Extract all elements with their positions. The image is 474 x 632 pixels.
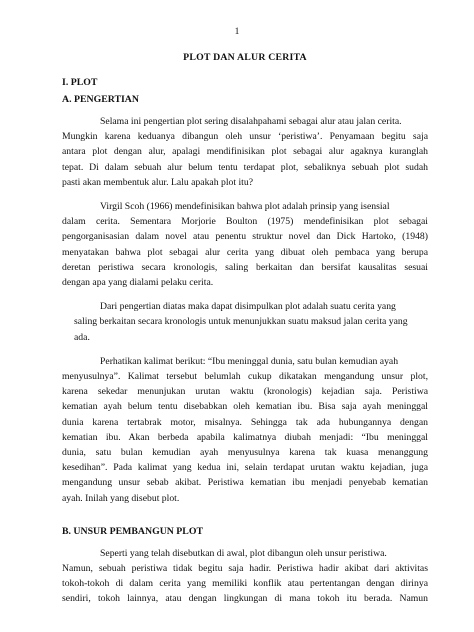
paragraph-line: Selama ini pengertian plot sering disalahpahami sebagai alur atau jalan cerita. [100,116,402,127]
paragraph-line: tokoh-tokoh di dalam cerita yang memiliki konflik atau pertentangan dengan dirinya [62,578,428,590]
section-heading-plot: I. PLOT [62,77,98,88]
paragraph-2 [62,199,428,290]
paragraph-3 [62,299,428,345]
paragraph-line: ada. [74,331,90,343]
paragraph-line: kematian ayah belum tentu disebabkan oleh kematian ibu. Bisa saja ayah meninggal [62,401,428,413]
paragraph-line: pasti akan membentuk alur. Lalu apakah plot itu? [62,176,254,188]
paragraph-line: Perhatikan kalimat berikut: “Ibu meninggal dunia, satu bulan kemudian ayah [100,355,399,367]
paragraph-line: Virgil Scoh (1966) mendefinisikan bahwa plot adalah prinsip yang isensial [100,201,390,213]
paragraph-line: Namun, sebuah peristiwa tidak begitu saja hadir. Peristiwa hadir akibat dari aktivitas [62,563,428,575]
paragraph-line: Dari pengertian diatas maka dapat disimpulkan plot adalah suatu cerita yang [100,301,396,313]
paragraph-line: pengorganisasian dalam novel atau penentu struktur novel dan Dick Hartoko, (1948) [62,231,428,243]
page-number: 1 [234,27,240,37]
paragraph-line: kesedihan”. Pada kalimat yang kedua ini, selain terdapat urutan waktu kejadian, juga [62,462,428,474]
paragraph-line: tepat. Di dalam sebuah alur belum tentu terdapat plot, sebaliknya sebuah plot sudah [62,161,428,173]
paragraph-line: Mungkin karena keduanya dibangun oleh unsur ‘peristiwa’. Penyamaan begitu saja [62,131,428,143]
paragraph-line: kematian ibu. Akan berbeda apabila kalimatnya diubah menjadi: “Ibu meninggal [62,431,428,443]
paragraph-b-1 [62,546,428,607]
paragraph-line: antara plot dengan alur, apalagi mendifinisikan plot sebagai alur agaknya kuranglah [62,146,428,158]
paragraph-line: menyatakan bahwa plot sebagai alur cerita yang dibuat oleh pembaca yang berupa [62,246,428,258]
paragraph-line: ayah. Inilah yang disebut plot. [62,492,180,504]
paragraph-line: mengandung unsur sebab akibat. Peristiwa kematian ibu menjadi penyebab kematian [62,477,428,489]
paragraph-line: dengan apa yang dialami pelaku cerita. [62,277,214,289]
paragraph-line: dunia, satu bulan kemudian ayah menyusulnya karena tak kuasa menanggung [62,447,428,459]
document-title: PLOT DAN ALUR CERITA [183,52,307,63]
subsection-heading-pengertian: A. PENGERTIAN [62,94,139,105]
paragraph-line: sendiri, tokoh lainnya, atau dengan lingkungan di mana tokoh itu berada. Namun [62,593,428,605]
paragraph-line: deretan peristiwa secara kronologis, saling berkaitan dan bersifat kausalitas sesuai [62,261,428,273]
paragraph-line: menyusulnya”. Kalimat tersebut belumlah cukup dikatakan mengandung unsur plot, [62,371,428,383]
paragraph-line: dunia karena tertabrak motor, misalnya. Sehingga tak ada hubungannya dengan [62,416,428,428]
paragraph-line: dalam cerita. Sementara Morjorie Boulton (1975) mendefinisikan plot sebagai [62,216,428,228]
paragraph-1 [62,114,428,190]
paragraph-line: karena sekedar menunjukan urutan waktu (kronologis) kejadian saja. Peristiwa [62,386,428,398]
paragraph-line: Seperti yang telah disebutkan di awal, plot dibangun oleh unsur peristiwa. [100,547,387,559]
subsection-heading-unsur-pembangun-plot: B. UNSUR PEMBANGUN PLOT [62,525,203,537]
paragraph-4 [62,354,428,506]
paragraph-line: saling berkaitan secara kronologis untuk menunjukkan suatu maksud jalan cerita yang [74,316,408,328]
